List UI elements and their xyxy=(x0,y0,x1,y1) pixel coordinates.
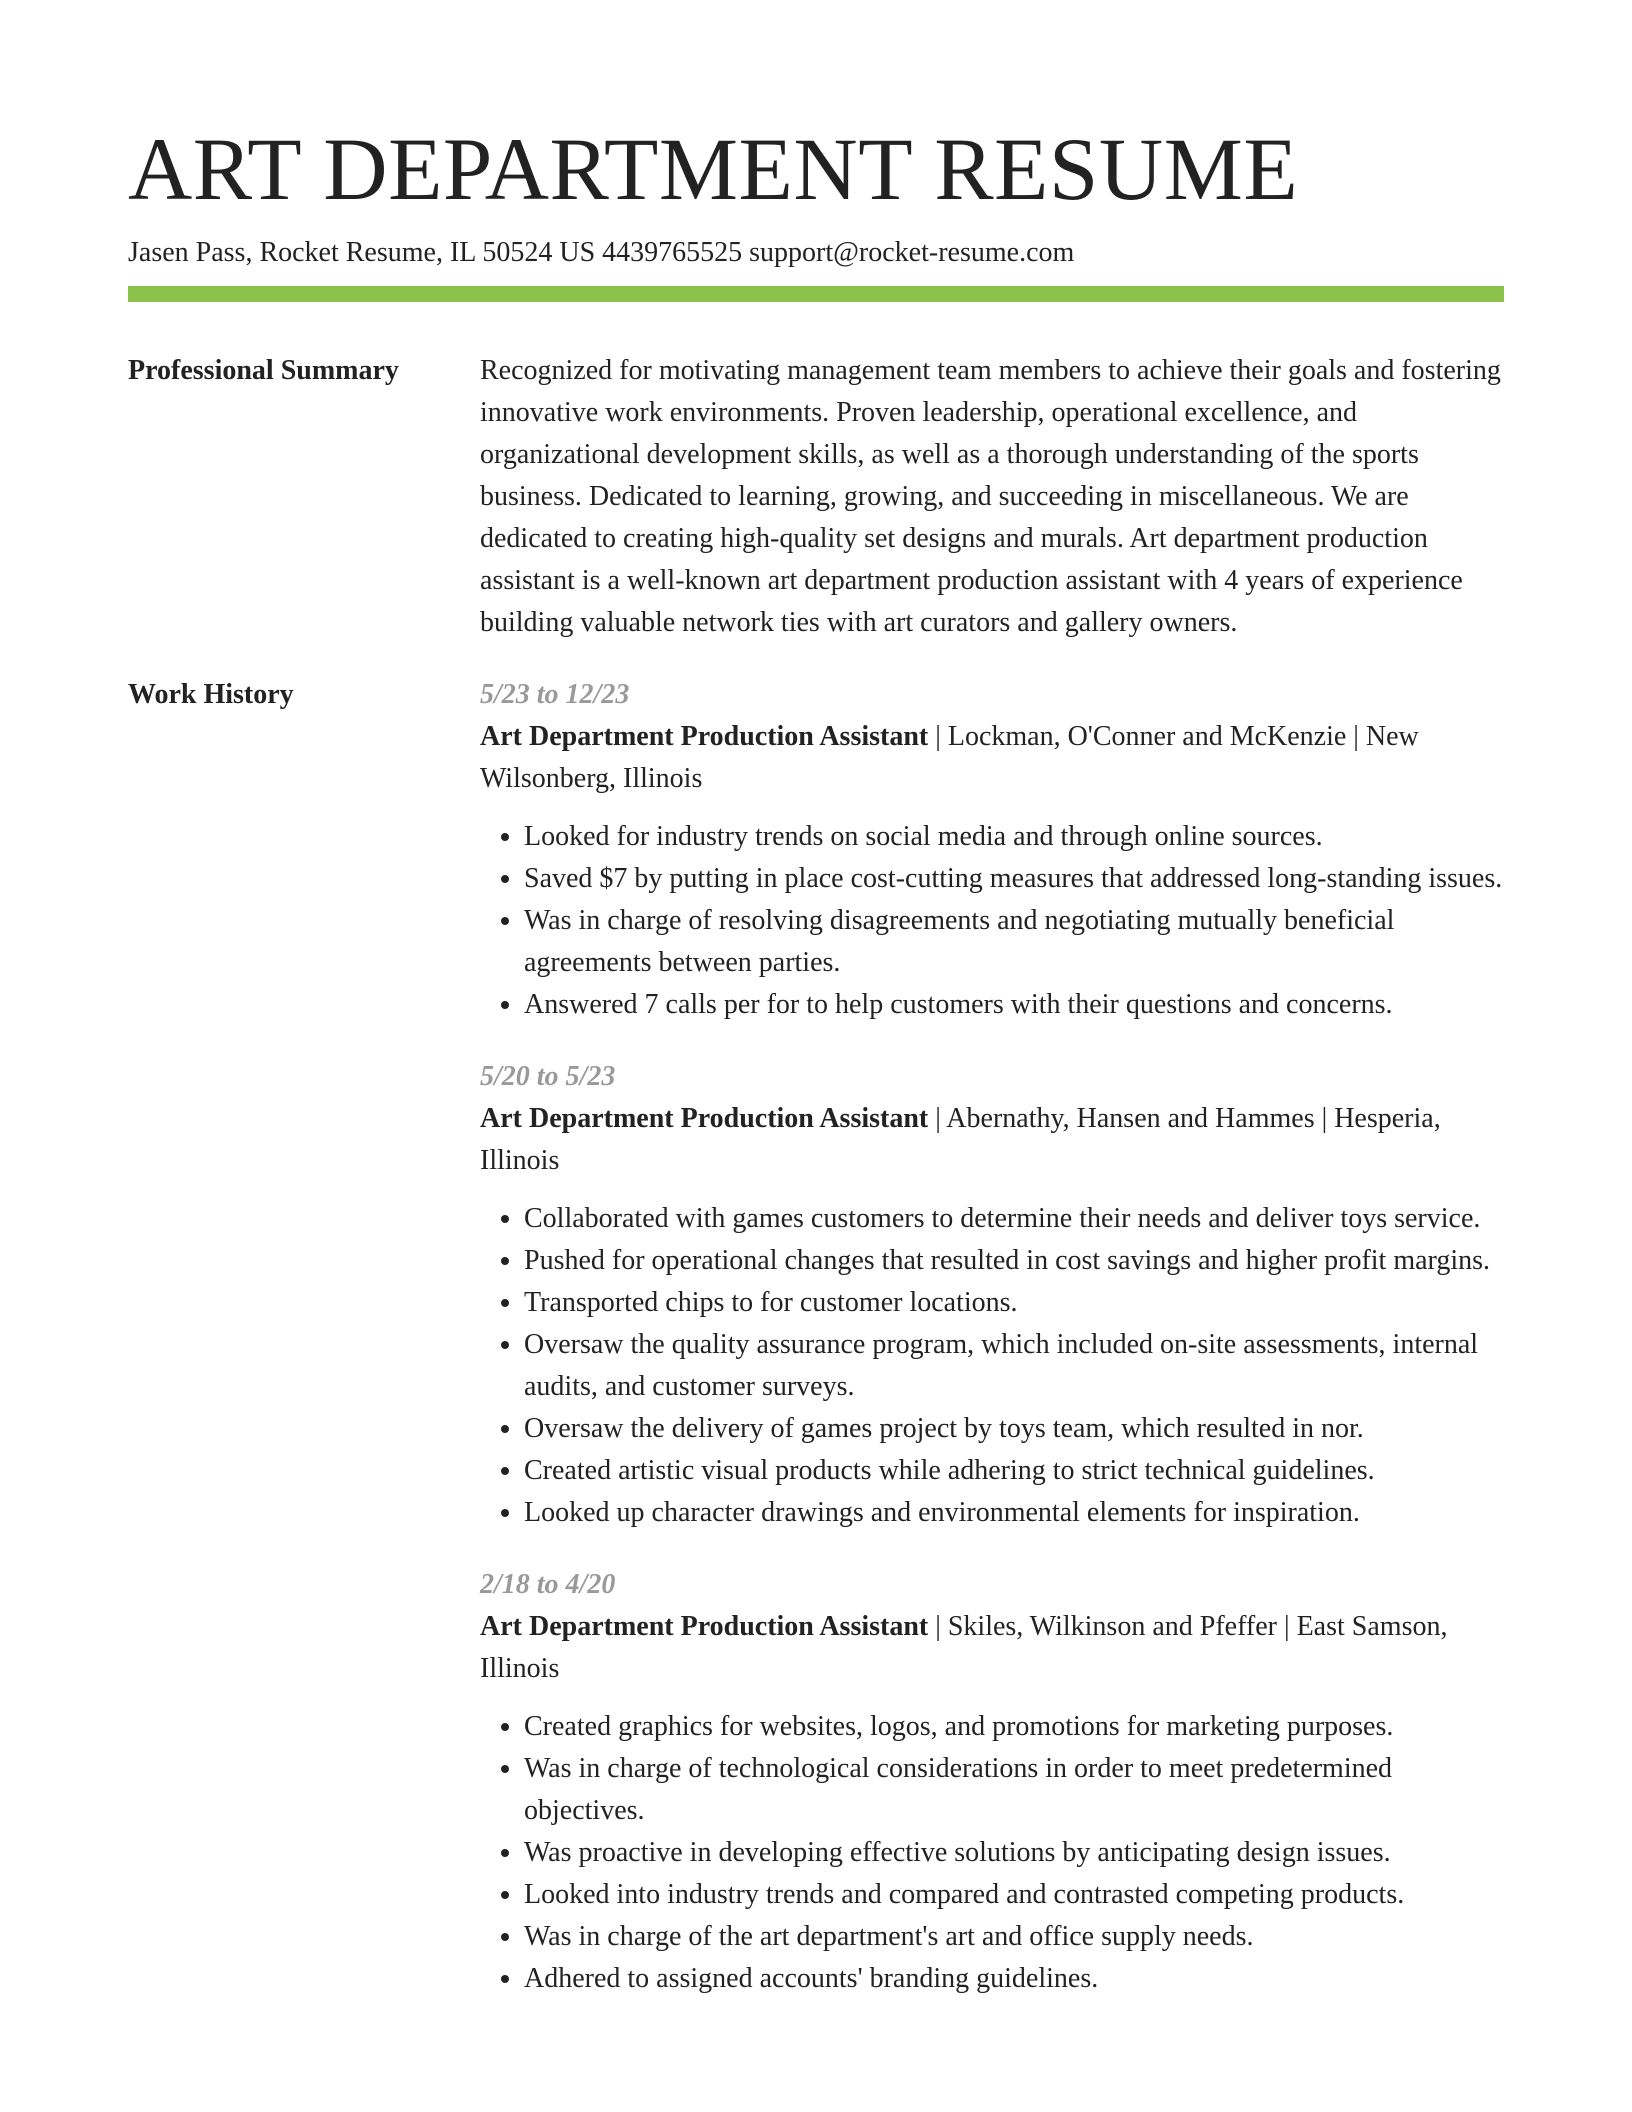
job-duty-item: • Oversaw the quality assurance program, which included on-site assessments, internal audits, and customer surveys. xyxy=(524,1324,1504,1408)
job-duties-list xyxy=(480,1706,1504,2000)
job-employer-location: | Abernathy, Hansen and Hammes | Hesperia, Illinois xyxy=(480,1103,1441,1176)
job-duty-item: • Was in charge of technological considerations in order to meet predetermined objectives. xyxy=(524,1748,1504,1832)
job-entry xyxy=(480,1056,1504,1534)
job-title: Art Department Production Assistant xyxy=(480,1611,929,1642)
job-entry xyxy=(480,674,1504,1026)
job-heading xyxy=(480,1098,1504,1182)
job-duties-list xyxy=(480,816,1504,1026)
job-duty-item: • Looked for industry trends on social media and through online sources. xyxy=(524,816,1504,858)
header-divider xyxy=(128,286,1504,302)
job-duty-item: • Saved $7 by putting in place cost-cutting measures that addressed long-standing issues. xyxy=(524,858,1504,900)
job-heading xyxy=(480,1606,1504,1690)
job-duty-item: • Collaborated with games customers to determine their needs and deliver toys service. xyxy=(524,1198,1504,1240)
job-entry xyxy=(480,1564,1504,2000)
contact-info: Jasen Pass, Rocket Resume, IL 50524 US 4439765525 support@rocket-resume.com xyxy=(128,237,1075,268)
job-duty-item: • Oversaw the delivery of games project by toys team, which resulted in nor. xyxy=(524,1408,1504,1450)
resume-page xyxy=(128,0,1504,2000)
job-duty-item: • Looked into industry trends and compared and contrasted competing products. xyxy=(524,1874,1504,1916)
summary-text: Recognized for motivating management team members to achieve their goals and fostering innovative work environments. Proven leadership, operational excellence, and organizational development skills, as well as a thorough understanding of the sports business. Dedicated to learning, growing, and succeeding in miscellaneous. We are dedicated to creating high-quality set designs and murals. Art department production assistant is a well-known art department production assistant with 4 years of experience building valuable network ties with art curators and gallery owners. xyxy=(480,355,1501,638)
job-title: Art Department Production Assistant xyxy=(480,721,929,752)
job-duty-item: • Created graphics for websites, logos, and promotions for marketing purposes. xyxy=(524,1706,1504,1748)
job-dates: 5/23 to 12/23 xyxy=(480,679,630,710)
work-history-body xyxy=(480,674,1504,2000)
professional-summary-section xyxy=(128,350,1504,644)
section-label-professional-summary: Professional Summary xyxy=(128,355,399,386)
job-duty-item: • Was proactive in developing effective solutions by anticipating design issues. xyxy=(524,1832,1504,1874)
job-duty-item: • Transported chips to for customer locations. xyxy=(524,1282,1504,1324)
job-employer-location: | Skiles, Wilkinson and Pfeffer | East Samson, Illinois xyxy=(480,1611,1448,1684)
job-heading xyxy=(480,716,1504,800)
section-label-work-history: Work History xyxy=(128,679,294,710)
job-duty-item: • Created artistic visual products while adhering to strict technical guidelines. xyxy=(524,1450,1504,1492)
job-duty-item: • Adhered to assigned accounts' branding guidelines. xyxy=(524,1958,1504,2000)
work-history-section xyxy=(128,674,1504,2000)
job-duty-item: • Was in charge of resolving disagreements and negotiating mutually beneficial agreements between parties. xyxy=(524,900,1504,984)
professional-summary-body xyxy=(480,350,1504,644)
job-duties-list xyxy=(480,1198,1504,1534)
job-dates: 5/20 to 5/23 xyxy=(480,1061,616,1092)
job-dates: 2/18 to 4/20 xyxy=(480,1569,616,1600)
job-duty-item: • Looked up character drawings and environmental elements for inspiration. xyxy=(524,1492,1504,1534)
resume-title: ART DEPARTMENT RESUME xyxy=(128,121,1299,219)
job-employer-location: | Lockman, O'Conner and McKenzie | New Wilsonberg, Illinois xyxy=(480,721,1419,794)
job-title: Art Department Production Assistant xyxy=(480,1103,929,1134)
job-duty-item: • Was in charge of the art department's art and office supply needs. xyxy=(524,1916,1504,1958)
job-duty-item: • Answered 7 calls per for to help customers with their questions and concerns. xyxy=(524,984,1504,1026)
job-duty-item: • Pushed for operational changes that resulted in cost savings and higher profit margins. xyxy=(524,1240,1504,1282)
